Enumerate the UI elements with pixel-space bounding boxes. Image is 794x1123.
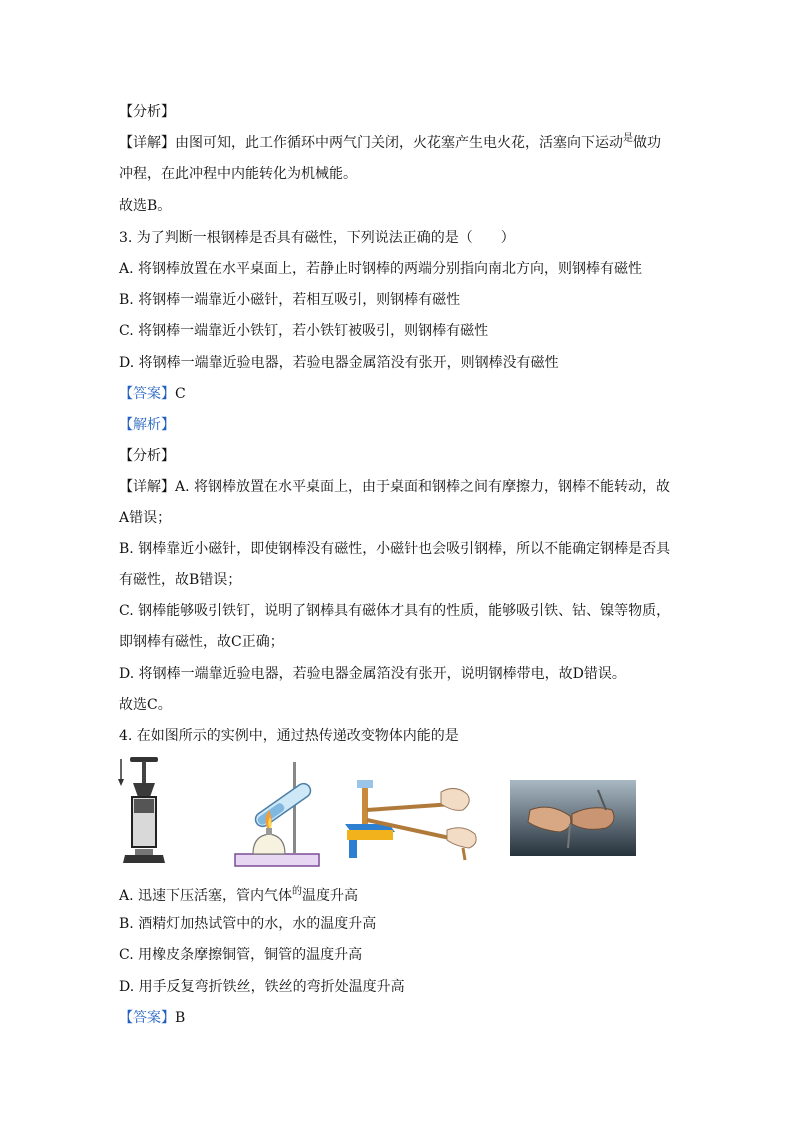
option-a-superscript: 的 — [292, 886, 303, 897]
question-3-option-a: A. 将钢棒放置在水平桌面上，若静止时钢棒的两端分别指向南北方向，则钢棒有磁性 — [119, 261, 643, 277]
detail-tag: 【详解】 — [119, 479, 175, 495]
detail-paragraph-line-2: 冲程，在此冲程中内能转化为机械能。 — [119, 166, 357, 182]
question-3-detail-7: D. 将钢棒一端靠近验电器，若验电器金属箔没有张开，说明钢棒带电，故D错误。 — [119, 666, 626, 682]
analysis-tag: 【分析】 — [119, 104, 175, 120]
question-4-answer — [119, 1008, 185, 1028]
answer-value: B — [175, 1010, 186, 1026]
question-3-conclusion: 故选C。 — [119, 697, 172, 713]
detail-tag: 【详解】 — [119, 135, 175, 151]
question-3-detail-6: 即钢棒有磁性，故C正确； — [119, 634, 284, 650]
question-3-stem: 3. 为了判断一根钢棒是否具有磁性，下列说法正确的是（ ） — [119, 230, 515, 246]
question-3-option-d: D. 将钢棒一端靠近验电器，若验电器金属箔没有张开，则钢棒没有磁性 — [119, 355, 559, 371]
detail-text: A. 将钢棒放置在水平桌面上，由于桌面和钢棒之间有摩擦力，钢棒不能转动，故 — [175, 479, 671, 495]
alcohol-lamp-figure — [233, 760, 325, 870]
question-3-jiexi: 【解析】 — [119, 417, 175, 433]
question-3-detail-5: C. 钢棒能够吸引铁钉，说明了钢棒具有磁体才具有的性质，能够吸引铁、钴、镍等物质， — [119, 603, 671, 619]
detail-paragraph-line-1 — [119, 133, 661, 155]
question-4-option-d: D. 用手反复弯折铁丝，铁丝的弯折处温度升高 — [119, 979, 405, 995]
question-4-option-c: C. 用橡皮条摩擦铜管，铜管的温度升高 — [119, 947, 363, 963]
question-4-option-b: B. 酒精灯加热试管中的水，水的温度升高 — [119, 916, 377, 932]
detail-text-b: 做功 — [633, 135, 661, 151]
fire-syringe-figure — [117, 755, 167, 870]
answer-value: C — [175, 386, 186, 402]
rubbing-copper-tube-figure — [343, 770, 485, 862]
question-3-option-c: C. 将钢棒一端靠近小铁钉，若小铁钉被吸引，则钢棒有磁性 — [119, 323, 489, 339]
option-a-text: A. 迅速下压活塞，管内气体 — [119, 888, 293, 904]
question-3-detail-2: A错误； — [119, 510, 172, 526]
bending-wire-figure — [510, 780, 636, 856]
question-3-answer — [119, 384, 186, 404]
question-3-option-b: B. 将钢棒一端靠近小磁针，若相互吸引，则钢棒有磁性 — [119, 292, 461, 308]
question-3-detail-4: 有磁性，故B错误； — [119, 572, 242, 588]
question-3-detail-3: B. 钢棒靠近小磁针，即使钢棒没有磁性，小磁针也会吸引钢棒，所以不能确定钢棒是否具 — [119, 541, 671, 557]
section-analysis-label — [119, 102, 175, 122]
question-3-fenxi: 【分析】 — [119, 448, 175, 464]
detail-superscript: 是 — [623, 133, 633, 144]
detail-text-a: 由图可知，此工作循环中两气门关闭，火花塞产生电火花，活塞向下运动 — [175, 135, 623, 151]
conclusion-b: 故选B。 — [119, 198, 172, 214]
option-a-text-end: 温度升高 — [302, 888, 359, 904]
question-4-option-a — [119, 886, 358, 908]
answer-tag: 【答案】 — [119, 386, 175, 402]
question-3-detail-1 — [119, 477, 670, 497]
answer-tag: 【答案】 — [119, 1010, 175, 1026]
question-4-stem: 4. 在如图所示的实例中，通过热传递改变物体内能的是 — [119, 728, 459, 744]
